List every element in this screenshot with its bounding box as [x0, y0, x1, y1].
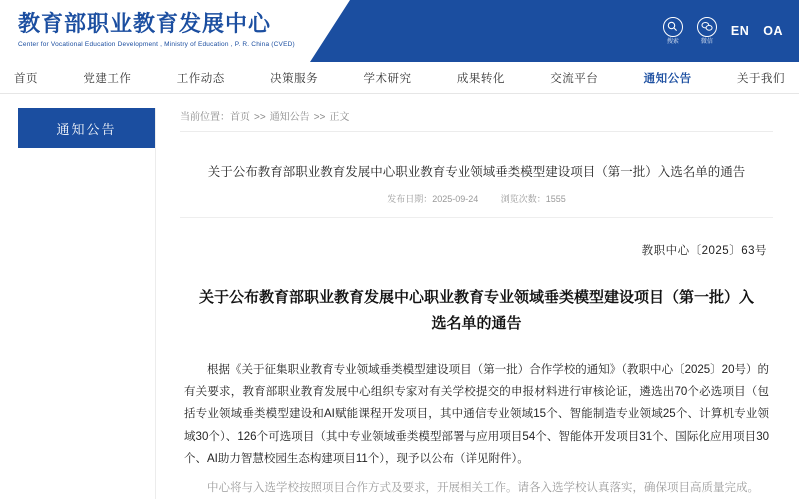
publish-date: 发布日期：2025-09-24	[387, 194, 479, 204]
breadcrumb-sep-2: >>	[313, 112, 326, 123]
document-title: 关于公布教育部职业教育发展中心职业教育专业领域垂类模型建设项目（第一批）入选名单的通告	[198, 288, 754, 333]
main-nav	[0, 62, 799, 94]
site-logo-title: 教育部职业教育发展中心	[18, 11, 272, 37]
wechat-icon	[697, 17, 717, 37]
nav-item-exchange-platform[interactable]: 交流平台	[550, 72, 599, 85]
nav-item-party-work[interactable]: 党建工作	[83, 72, 132, 85]
nav-item-work-updates[interactable]: 工作动态	[176, 72, 225, 85]
article-meta	[180, 192, 773, 218]
sidebar	[0, 108, 155, 499]
site-header	[0, 0, 799, 62]
nav-item-home[interactable]: 首页	[14, 72, 38, 85]
nav-item-academic-research[interactable]: 学术研究	[363, 72, 412, 85]
lang-en-button[interactable]: EN	[730, 24, 750, 38]
document-number: 教职中心〔2025〕63号	[641, 245, 767, 257]
nav-item-announcements[interactable]: 通知公告	[643, 72, 692, 85]
site-logo-subtitle: Center for Vocational Education Development , Ministry of Education , P. R. China (CVED)	[18, 40, 295, 48]
nav-item-achievement-transfer[interactable]: 成果转化	[456, 72, 505, 85]
article-paragraph-1: 根据《关于征集职业教育专业领域垂类模型建设项目（第一批）合作学校的通知》（教职中心〔2025〕20号）的有关要求，教育部职业教育发展中心组织专家对有关学校提交的申报材料进行审核论证，遴选出70个必选项目（包括专业领域垂类模型建设和AI赋能课程开发项目，其中通信专业领域15个、智能制造专业领域25个、计算机专业领域30个）、126个可选项目（其中专业领域垂类模型部署与应用项目54个、智能体开发项目31个、国际化应用项目30个、AI助力智慧校园生态构建项目11个），现予以公布（详见附件）。	[184, 363, 769, 466]
header-tools	[663, 0, 783, 62]
search-icon	[663, 17, 683, 37]
article-paragraph-2: 中心将与入选学校按照项目合作方式及要求，开展相关工作。请各入选学校认真落实，确保项目高质量完成。	[207, 481, 759, 494]
nav-item-about-us[interactable]: 关于我们	[737, 72, 785, 85]
main-column	[155, 108, 799, 499]
breadcrumb-sep-1: >>	[254, 112, 266, 123]
nav-item-decision-service[interactable]: 决策服务	[270, 72, 319, 85]
breadcrumb-prefix: 当前位置：	[180, 112, 230, 123]
page-content	[0, 94, 799, 499]
wechat-tool[interactable]	[697, 17, 717, 46]
search-tool[interactable]	[663, 17, 683, 46]
search-tool-label: 搜索	[666, 38, 679, 45]
site-logo[interactable]	[0, 11, 295, 49]
breadcrumb	[180, 108, 773, 132]
oa-button[interactable]: OA	[763, 24, 783, 38]
wechat-tool-label: 微信	[700, 38, 713, 45]
breadcrumb-current: 正文	[329, 112, 350, 123]
view-count: 浏览次数：1555	[500, 194, 566, 204]
article-headline: 关于公布教育部职业教育发展中心职业教育专业领域垂类模型建设项目（第一批）入选名单的通告	[207, 165, 746, 179]
breadcrumb-announcements[interactable]: 通知公告	[269, 112, 310, 123]
breadcrumb-home[interactable]: 首页	[230, 112, 250, 123]
sidebar-item-announcements[interactable]: 通知公告	[18, 108, 155, 148]
